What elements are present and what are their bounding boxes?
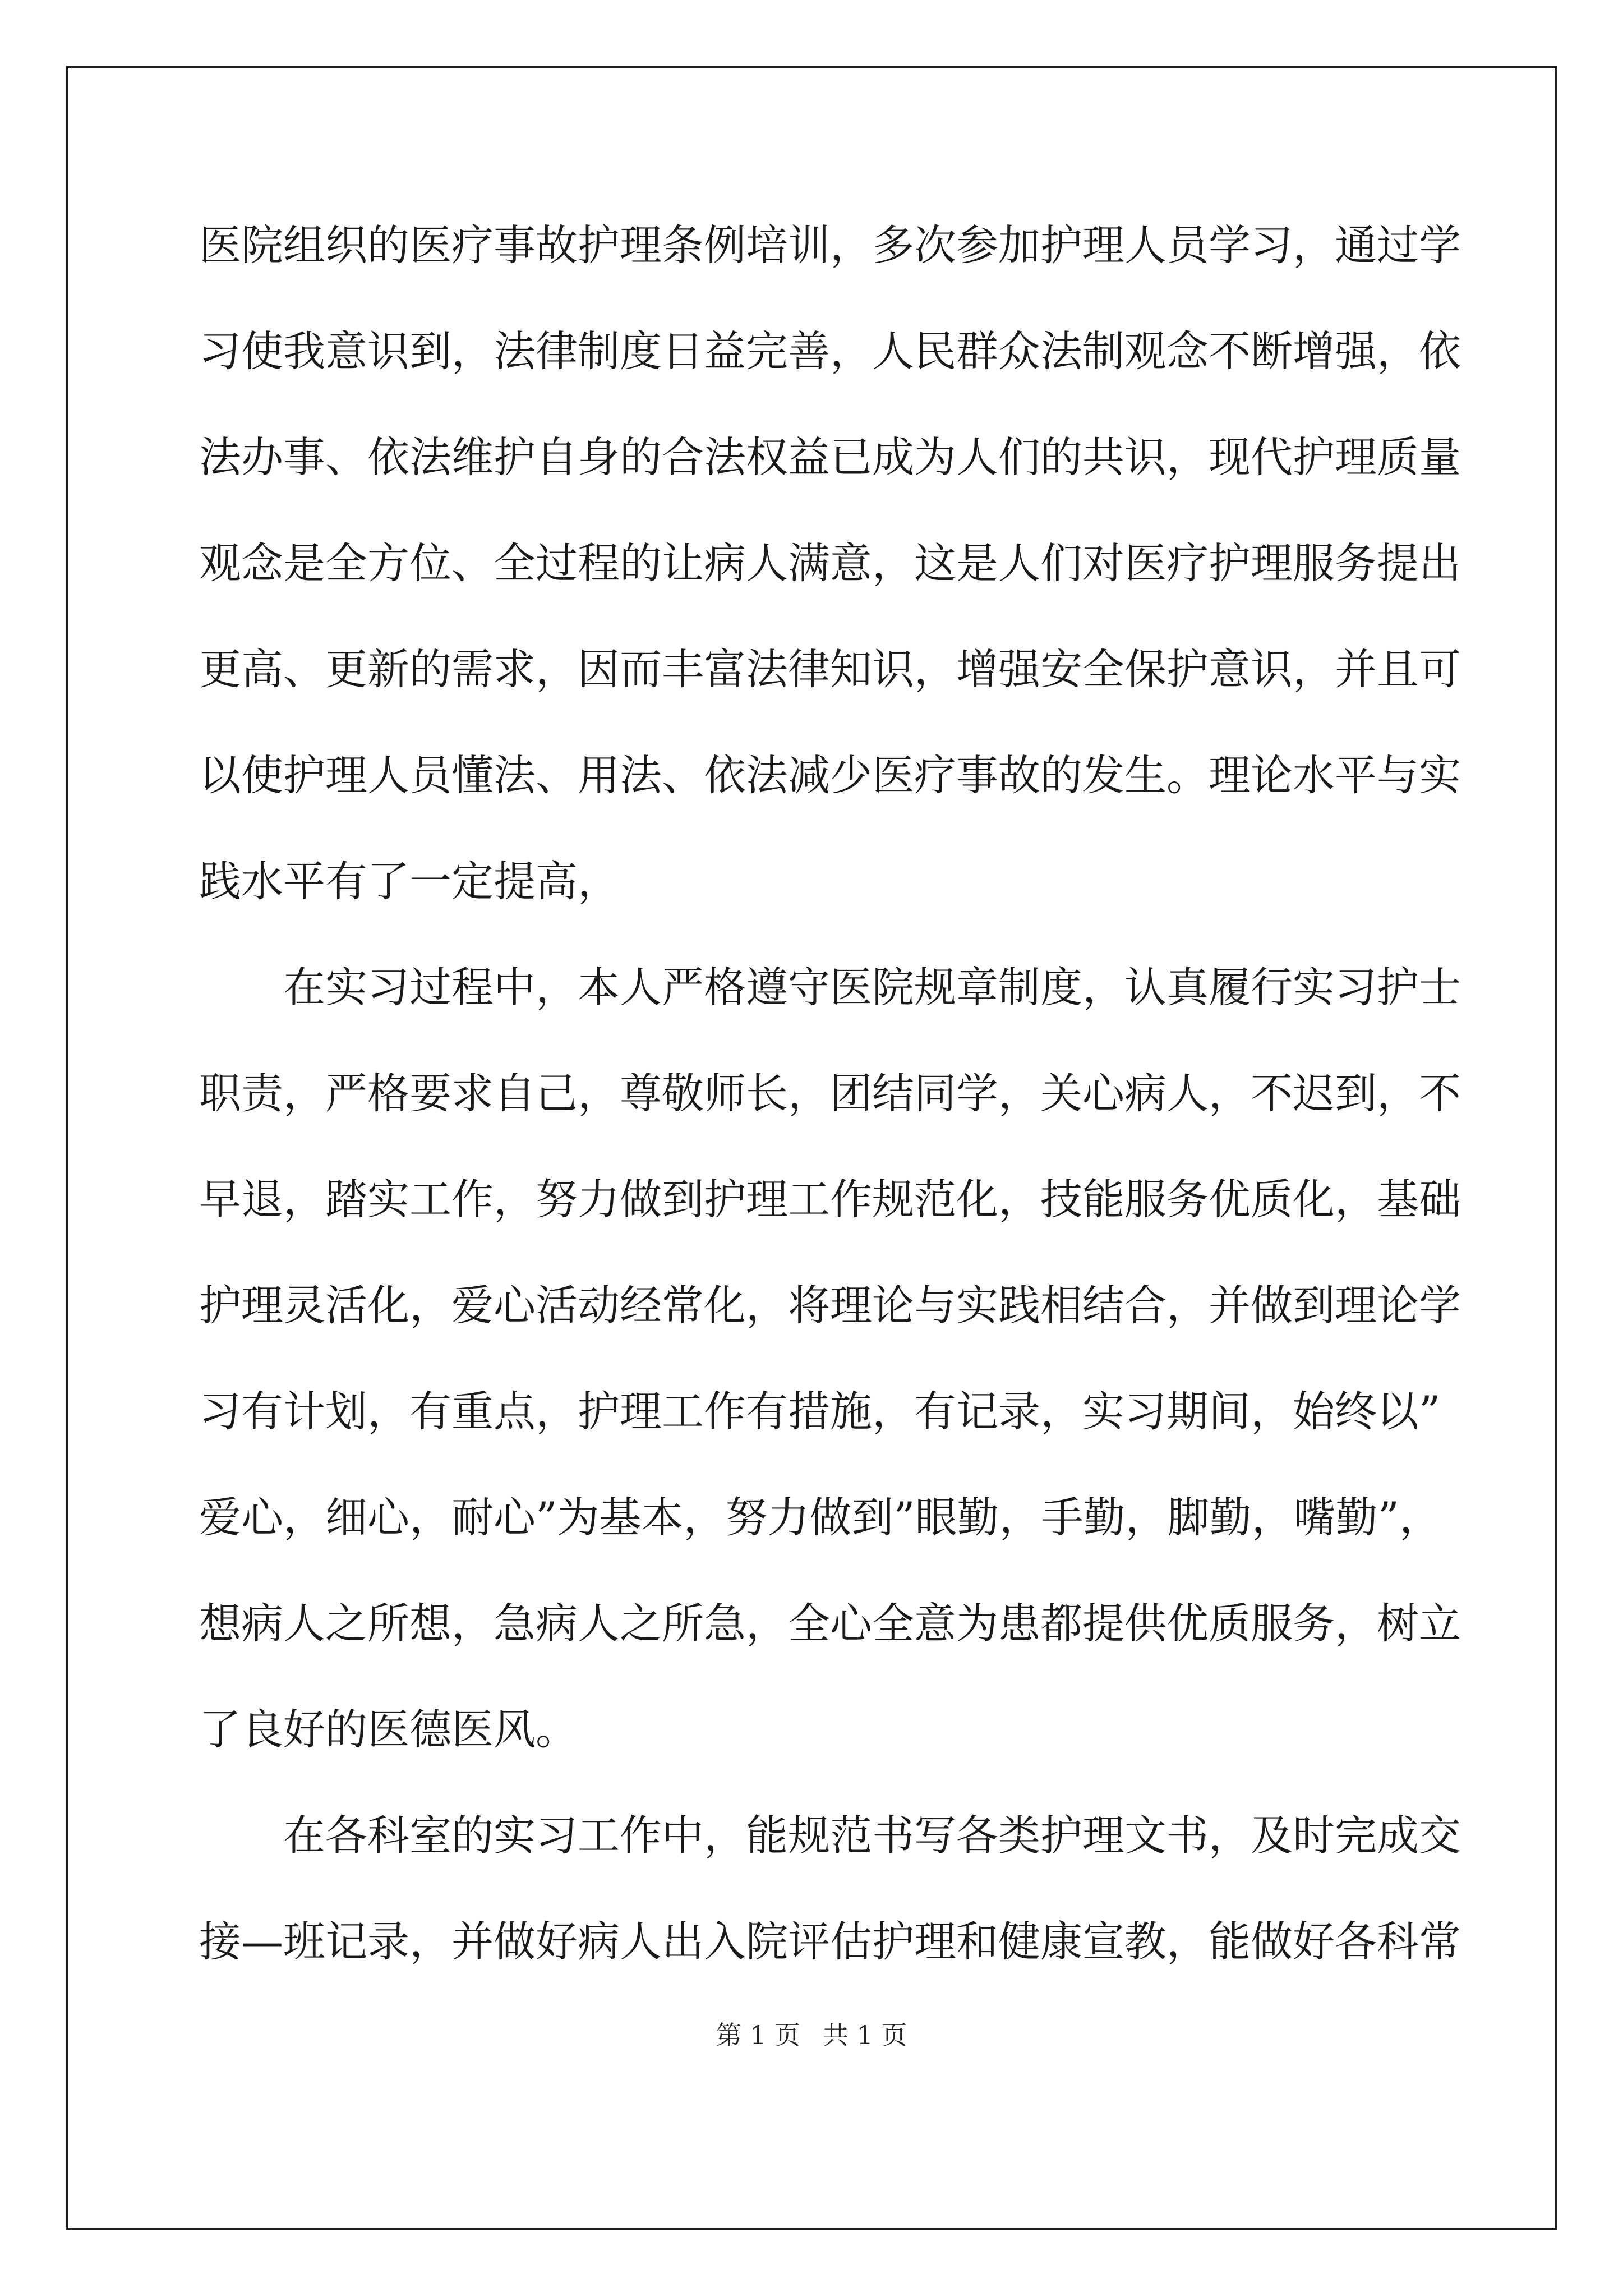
page-footer bbox=[0, 2018, 1623, 2052]
text-line: 早退，踏实工作，努力做到护理工作规范化，技能服务优质化，基础 bbox=[199, 1175, 1461, 1224]
text-line: 习使我意识到，法律制度日益完善，人民群众法制观念不断增强，依 bbox=[199, 326, 1461, 376]
text-line: 医院组织的医疗事故护理条例培训，多次参加护理人员学习，通过学 bbox=[199, 220, 1461, 270]
page-total: 共 1 页 bbox=[823, 2020, 907, 2050]
text-line: 践水平有了一定提高， bbox=[199, 857, 620, 906]
text-line: 法办事、依法维护自身的合法权益已成为人们的共识，现代护理质量 bbox=[199, 432, 1461, 482]
text-line: 接—班记录，并做好病人出入院评估护理和健康宣教，能做好各科常 bbox=[199, 1917, 1461, 1966]
paragraph-first-line: 在各科室的实习工作中，能规范书写各类护理文书，及时完成交 bbox=[283, 1811, 1461, 1860]
text-line: 了良好的医德医风。 bbox=[199, 1705, 578, 1754]
text-line: 观念是全方位、全过程的让病人满意，这是人们对医疗护理服务提出 bbox=[199, 539, 1461, 588]
text-line: 想病人之所想，急病人之所急，全心全意为患都提供优质服务，树立 bbox=[199, 1599, 1461, 1648]
text-line: 爱心，细心，耐心”为基本，努力做到”眼勤，手勤，脚勤，嘴勤”， bbox=[199, 1493, 1442, 1542]
text-line: 护理灵活化，爱心活动经常化，将理论与实践相结合，并做到理论学 bbox=[199, 1281, 1461, 1330]
paragraph-first-line: 在实习过程中，本人严格遵守医院规章制度，认真履行实习护士 bbox=[283, 963, 1461, 1012]
text-line: 职责，严格要求自己，尊敬师长，团结同学，关心病人，不迟到，不 bbox=[199, 1069, 1461, 1118]
text-line: 习有计划，有重点，护理工作有措施，有记录，实习期间，始终以” bbox=[199, 1387, 1441, 1436]
page-number: 第 1 页 bbox=[716, 2020, 800, 2050]
document-body bbox=[199, 209, 1461, 2011]
text-line: 以使护理人员懂法、用法、依法减少医疗事故的发生。理论水平与实 bbox=[199, 751, 1461, 800]
text-line: 更高、更新的需求，因而丰富法律知识，增强安全保护意识，并且可 bbox=[199, 645, 1461, 694]
